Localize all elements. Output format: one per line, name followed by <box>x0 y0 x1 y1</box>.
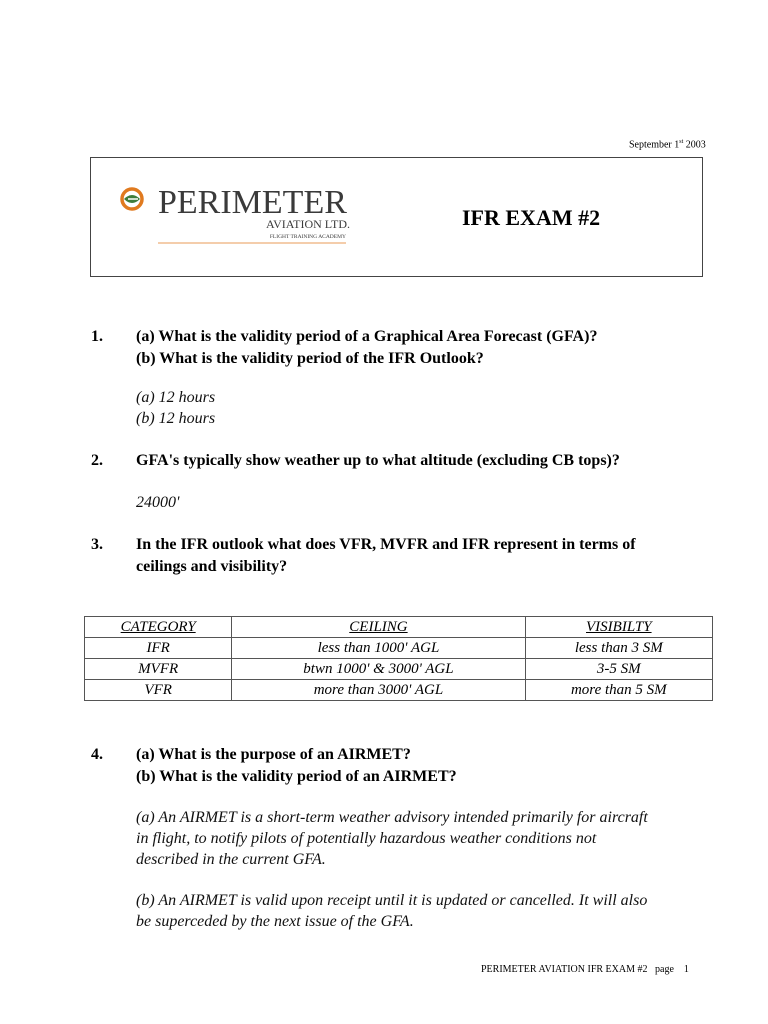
table-cell: more than 5 SM <box>525 680 712 701</box>
question-line: (a) What is the purpose of an AIRMET? <box>136 746 411 763</box>
exam-title: IFR EXAM #2 <box>462 205 601 230</box>
propeller-icon <box>122 189 142 209</box>
answer-line: (b) An AIRMET is valid upon receipt until it is updated or cancelled. It will also <box>136 892 648 909</box>
logo-brand: PERIMETER <box>158 184 347 221</box>
footer-page-number: 1 <box>683 964 689 975</box>
table-header-row <box>85 617 713 638</box>
question-number: 4. <box>91 746 103 763</box>
table-row <box>85 638 713 659</box>
table-cell: more than 3000' AGL <box>232 680 525 701</box>
answer-4a <box>136 807 648 870</box>
answer-line: in flight, to notify pilots of potentially hazardous weather conditions not <box>136 830 597 847</box>
answer-line: (b) 12 hours <box>136 410 216 427</box>
question-number: 3. <box>91 536 103 553</box>
question-number: 2. <box>91 452 103 469</box>
table-row <box>85 680 713 701</box>
question-line: (b) What is the validity period of the IFR Outlook? <box>136 350 484 367</box>
answer-line: be superceded by the next issue of the GFA. <box>136 913 414 930</box>
answer-line: 24000' <box>136 494 180 511</box>
question-line: GFA's typically show weather up to what altitude (excluding CB tops)? <box>136 452 620 469</box>
column-header-visibility: VISIBILTY <box>525 617 712 638</box>
table-cell: IFR <box>85 638 232 659</box>
answer-1 <box>136 387 215 429</box>
table-cell: VFR <box>85 680 232 701</box>
table-cell: less than 1000' AGL <box>232 638 525 659</box>
question-line: In the IFR outlook what does VFR, MVFR and IFR represent in terms of <box>136 536 636 553</box>
logo-subtitle: AVIATION LTD. <box>266 217 350 231</box>
table-row <box>85 659 713 680</box>
question-line: (a) What is the validity period of a Graphical Area Forecast (GFA)? <box>136 328 598 345</box>
table-cell: btwn 1000' & 3000' AGL <box>232 659 525 680</box>
page-footer <box>481 964 689 975</box>
category-table <box>84 616 713 701</box>
document-date: September 1st 2003 <box>629 139 706 151</box>
question-line: ceilings and visibility? <box>136 558 288 575</box>
footer-page-label: page <box>655 964 674 975</box>
question-number: 1. <box>91 328 103 345</box>
footer-title: PERIMETER AVIATION IFR EXAM #2 <box>481 964 648 975</box>
question-line: (b) What is the validity period of an AIRMET? <box>136 768 457 785</box>
column-header-ceiling: CEILING <box>232 617 525 638</box>
answer-line: (a) An AIRMET is a short-term weather advisory intended primarily for aircraft <box>136 809 648 826</box>
perimeter-logo <box>120 177 360 247</box>
column-header-category: CATEGORY <box>85 617 232 638</box>
table-cell: less than 3 SM <box>525 638 712 659</box>
answer-line: (a) 12 hours <box>136 389 216 406</box>
answer-line: described in the current GFA. <box>136 851 326 868</box>
answer-4b <box>136 890 647 932</box>
table-cell: 3-5 SM <box>525 659 712 680</box>
logo-tagline: FLIGHT TRAINING ACADEMY <box>269 234 346 240</box>
answer-2 <box>136 492 179 513</box>
table-cell: MVFR <box>85 659 232 680</box>
